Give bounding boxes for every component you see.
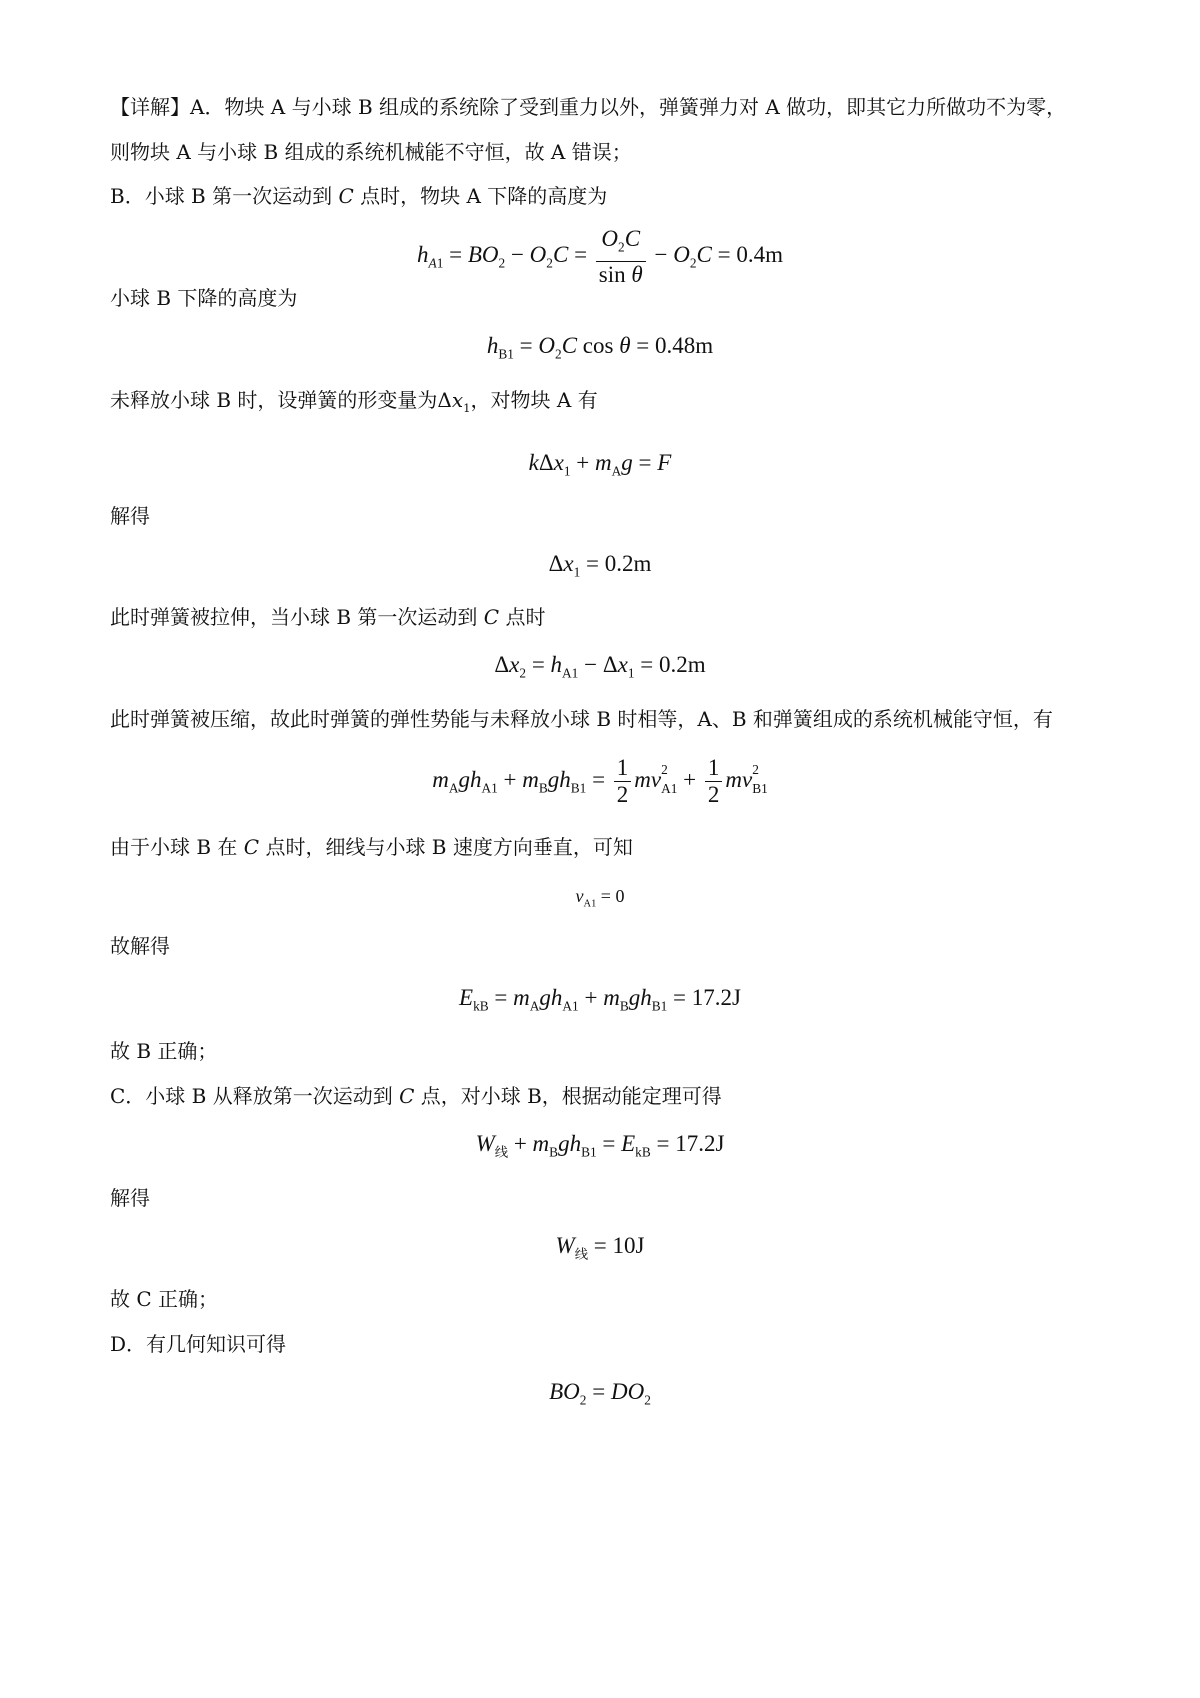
text-line-7: 此时弹簧被拉伸，当小球 B 第一次运动到 C 点时 <box>110 605 546 629</box>
value-vA1: 0 <box>615 886 625 906</box>
fraction-half-2: $\frac{1}{2}$ <box>705 755 723 808</box>
equation-hB1: $h_{B1} = O_2C$ cos θ = 0.48m <box>486 333 714 362</box>
equation-work-energy: $W_线 + m_Bgh_{B1} = E_{kB} = 17.2J$ <box>475 1131 725 1160</box>
equation-W: $W_线 = 10J$ <box>555 1233 645 1262</box>
subscript-xian-1: 线 <box>494 1144 509 1160</box>
equation-dx2: $\Delta x_2 = h_{A1} - \Delta x_1 = 0.2m$ <box>494 652 706 681</box>
value-EkB-2: 17.2J <box>675 1131 725 1156</box>
value-EkB: 17.2J <box>691 985 741 1010</box>
text-line-5-part-b: ，对物块 A 有 <box>470 388 598 412</box>
text-line-8: 此时弹簧被压缩，故此时弹簧的弹性势能与未释放小球 B 时相等，A、B 和弹簧组成的系统机械能守恒，有 <box>110 707 1053 731</box>
fraction-o2c-over-sin: $\frac{O_2C}{\text{sin θ}}$ <box>596 226 646 288</box>
equation-bo2-do2: $BO_2 = DO_2$ <box>549 1379 651 1408</box>
subscript-xian-2: 线 <box>574 1246 589 1262</box>
text-line-7-part-a: 此时弹簧被拉伸，当小球 B 第一次运动到 <box>110 605 484 629</box>
text-line-3-part-a: B．小球 B 第一次运动到 <box>110 184 339 208</box>
value-dx2: 0.2m <box>658 652 706 677</box>
text-line-6: 解得 <box>110 504 150 528</box>
text-line-3-part-b: 点时，物块 A 下降的高度为 <box>353 184 608 208</box>
text-line-9-part-a: 由于小球 B 在 <box>110 835 244 859</box>
equation-hA1: $h_{A1} = BO_2 - O_2C$ = $\frac{O_2C}{\text{sin θ}}$ − $O_2C = 0.4m$ <box>417 226 783 287</box>
value-hA1: 0.4m <box>736 242 783 268</box>
equation-force-balance: $k\Delta x_1 + m_Ag = F$ <box>528 450 672 479</box>
text-line-14: 故 C 正确； <box>110 1287 219 1311</box>
text-line-1: 【详解】A．物块 A 与小球 B 组成的系统除了受到重力以外，弹簧弹力对 A 做功，即其它力所做功不为零， <box>110 95 1067 119</box>
text-line-7-part-b: 点时 <box>499 605 546 629</box>
text-line-9-part-b: 点时，细线与小球 B 速度方向垂直，可知 <box>259 835 633 859</box>
text-line-12-part-b: 点，对小球 B，根据动能定理可得 <box>414 1084 722 1108</box>
text-line-15: D．有几何知识可得 <box>110 1332 287 1356</box>
text-line-12: C．小球 B 从释放第一次运动到 C 点，对小球 B，根据动能定理可得 <box>110 1084 722 1108</box>
equation-energy-conservation: $m_Agh_{A1} + m_Bgh_{B1}$ = $\frac{1}{2}$ mv 2 $_{A1}$ + $\frac{1}{2}$ mv 2 $_{B1}$ <box>432 755 768 807</box>
text-line-12-part-a: C．小球 B 从释放第一次运动到 <box>110 1084 400 1108</box>
equation-dx1: $\Delta x_1 = 0.2m$ <box>548 551 652 580</box>
text-line-9: 由于小球 B 在 C 点时，细线与小球 B 速度方向垂直，可知 <box>110 835 633 859</box>
equation-EkB: $E_{kB} = m_Agh_{A1} + m_Bgh_{B1} = 17.2J$ <box>459 985 741 1014</box>
text-line-2: 则物块 A 与小球 B 组成的系统机械能不守恒，故 A 错误； <box>110 140 632 164</box>
value-W: 10J <box>612 1233 645 1258</box>
value-dx1: 0.2m <box>604 551 652 576</box>
text-line-3: B．小球 B 第一次运动到 C 点时，物块 A 下降的高度为 <box>110 184 608 208</box>
text-line-11: 故 B 正确； <box>110 1039 218 1063</box>
text-line-13: 解得 <box>110 1186 150 1210</box>
value-hB1: 0.48m <box>655 333 714 358</box>
text-line-5: 未释放小球 B 时，设弹簧的形变量为$\Delta x_1$，对物块 A 有 <box>110 388 598 415</box>
text-line-5-part-a: 未释放小球 B 时，设弹簧的形变量为 <box>110 388 438 412</box>
text-line-4: 小球 B 下降的高度为 <box>110 286 298 310</box>
text-line-10: 故解得 <box>110 934 170 958</box>
equation-vA1: $v_{A1} = 0$ <box>575 886 625 910</box>
fraction-half-1: $\frac{1}{2}$ <box>614 755 632 808</box>
